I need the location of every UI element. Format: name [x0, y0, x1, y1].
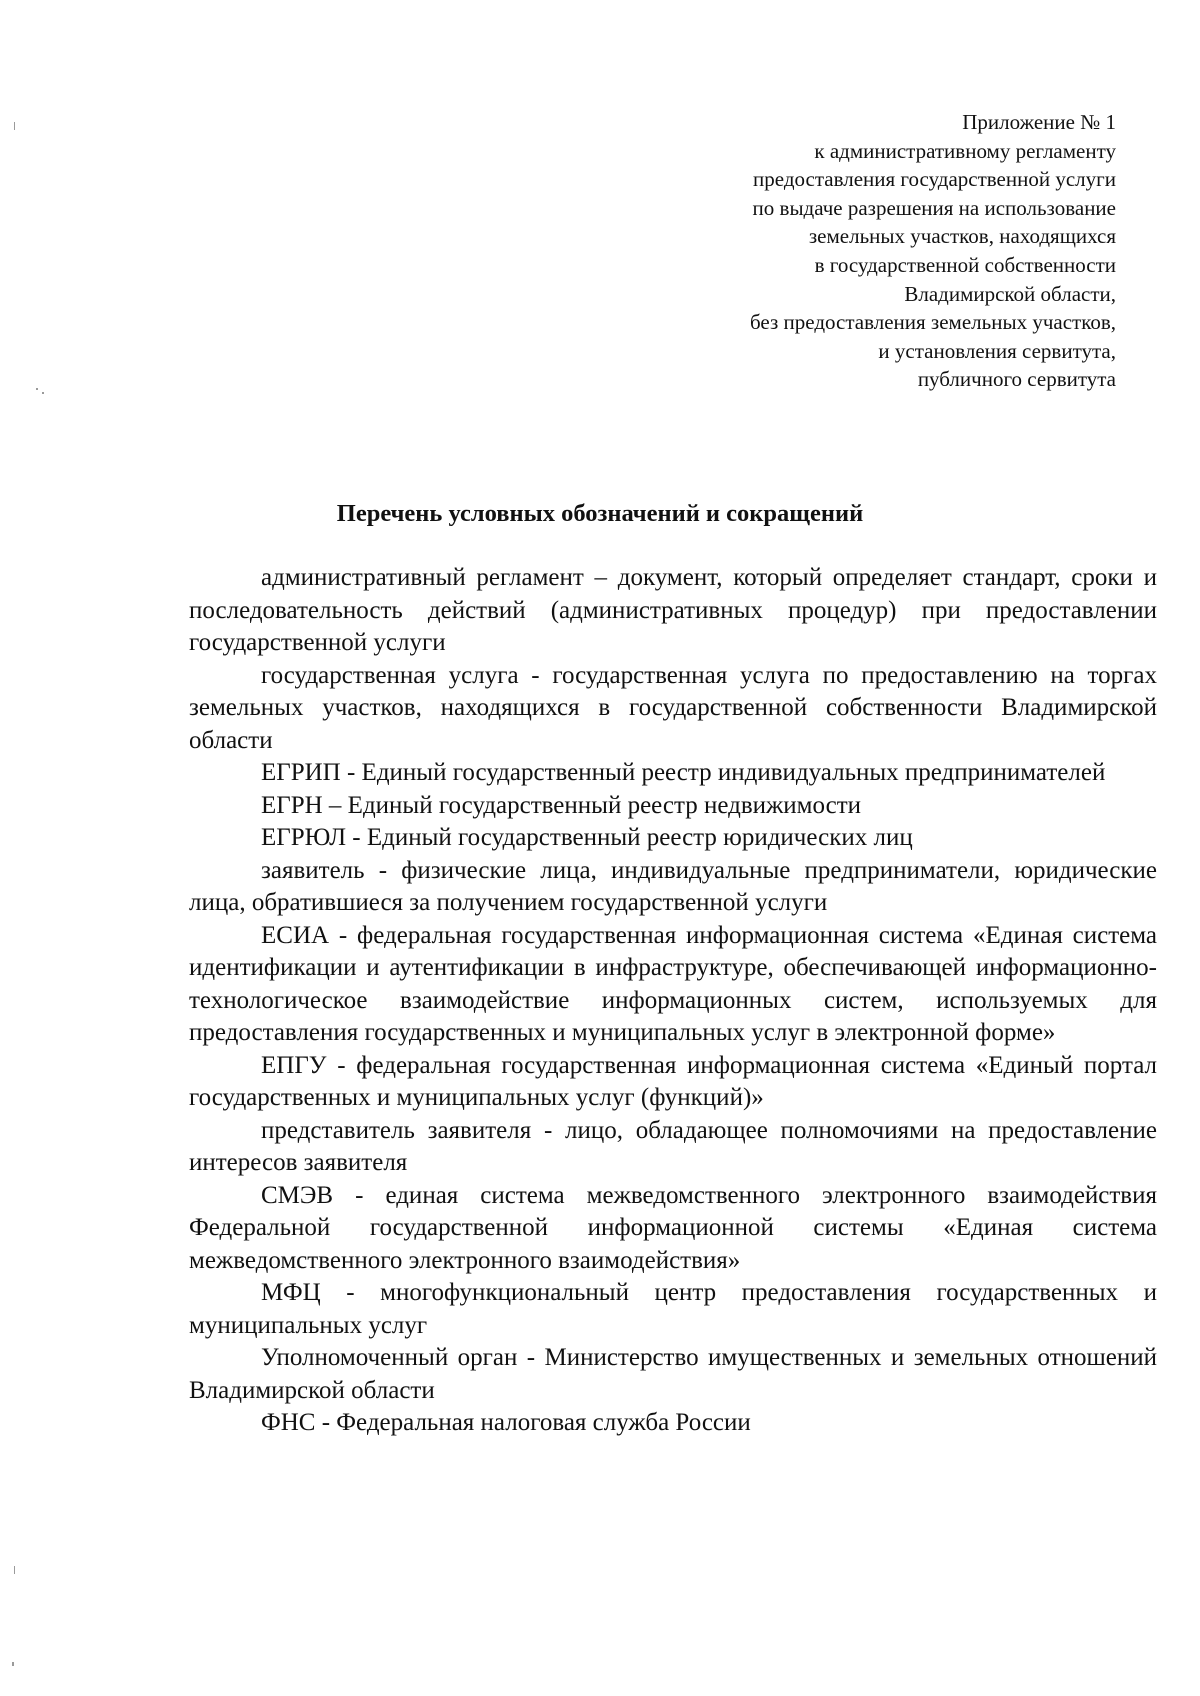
definition-applicant-representative: представитель заявителя - лицо, обладающее полномочиями на предоставление интересов заявителя [189, 1116, 1157, 1176]
definition-mfc: МФЦ - многофункциональный центр предоставления государственных и муниципальных услуг [189, 1279, 1157, 1339]
appendix-header [556, 108, 1116, 394]
appendix-line: Приложение № 1 [962, 110, 1116, 134]
appendix-line: Владимирской области, [904, 281, 1116, 306]
definition-applicant: заявитель - физические лица, индивидуальные предприниматели, юридические лица, обратившиеся за получением государственной услуги [189, 856, 1157, 916]
appendix-line: публичного сервитута [917, 367, 1116, 392]
definition-state-service: государственная услуга - государственная услуга по предоставлению на торгах земельных участков, находящихся в государственной собственности Владимирской области [189, 661, 1157, 754]
document-title: Перечень условных обозначений и сокращений [336, 500, 864, 527]
definition-smev: СМЭВ - единая система межведомственного электронного взаимодействия Федеральной государственной информационной системы «Единая система межведомственного электронного взаимодействия» [189, 1181, 1157, 1274]
definition-epgu: ЕПГУ - федеральная государственная информационная система «Единый портал государственных и муниципальных услуг (функций)» [189, 1051, 1157, 1111]
scan-dust-mark [14, 1566, 15, 1574]
scan-dust-mark [42, 392, 44, 394]
definition-egrn: ЕГРН – Единый государственный реестр недвижимости [261, 791, 862, 819]
appendix-line: по выдаче разрешения на использование [752, 195, 1116, 220]
appendix-line: и установления сервитута, [878, 338, 1116, 363]
definition-esia: ЕСИА - федеральная государственная информационная система «Единая система идентификации и аутентификации в инфраструктуре, обеспечивающей информационно-технологическое взаимодействие информационных систем, используемых для предоставления государственных и муниципальных услуг в электронной форме» [189, 921, 1157, 1046]
appendix-line: к административному регламенту [814, 138, 1116, 163]
definition-fns: ФНС - Федеральная налоговая служба России [261, 1409, 751, 1436]
appendix-line: предоставления государственной услуги [753, 167, 1116, 192]
appendix-line: в государственной собственности [814, 252, 1116, 277]
scan-dust-mark [36, 388, 38, 390]
definition-authorized-body: Уполномоченный орган - Министерство имущественных и земельных отношений Владимирской области [189, 1344, 1157, 1404]
definitions-list [189, 562, 1157, 1440]
scan-dust-mark [14, 122, 15, 130]
appendix-line: без предоставления земельных участков, [750, 310, 1116, 335]
appendix-line: земельных участков, находящихся [808, 224, 1116, 249]
definition-administrative-regulation: административный регламент – документ, который определяет стандарт, сроки и последовательность действий (административных процедур) при предоставлении государственной услуги [189, 564, 1157, 656]
definition-egrul: ЕГРЮЛ - Единый государственный реестр юридических лиц [261, 824, 913, 851]
scan-dust-mark [12, 1662, 14, 1666]
definition-egrip: ЕГРИП - Единый государственный реестр индивидуальных предпринимателей [261, 759, 1106, 786]
